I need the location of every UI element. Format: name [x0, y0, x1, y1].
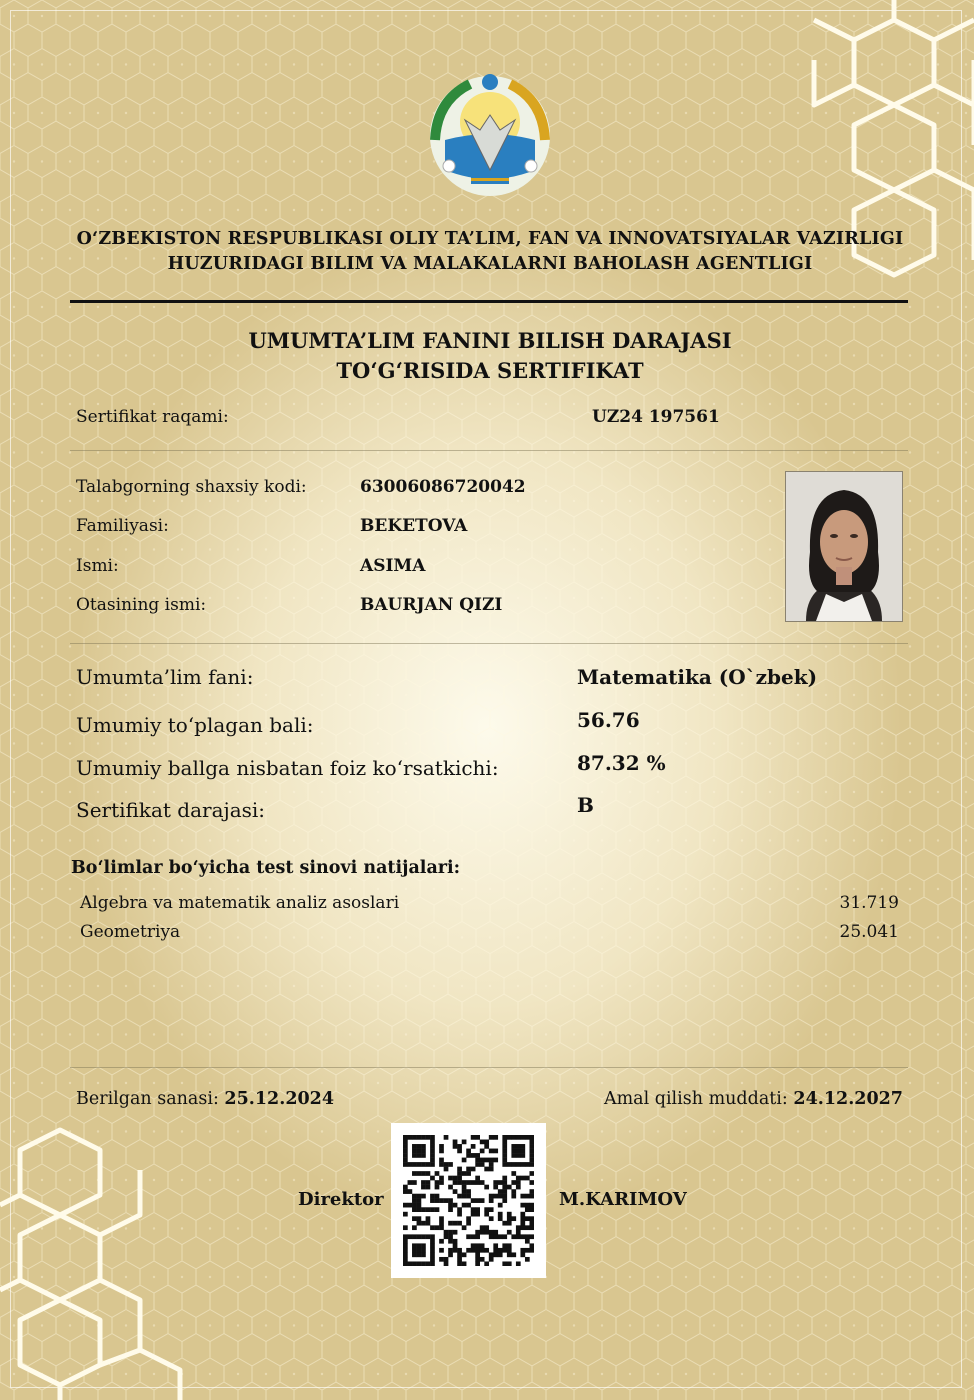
surname-label: Familiyasi: — [76, 516, 169, 536]
section-name-algebra: Algebra va matematik analiz asoslari — [80, 893, 400, 913]
valid-until-date — [604, 1089, 903, 1109]
agency-line-1: O‘ZBEKISTON RESPUBLIKASI OLIY TA’LIM, FAN VA INNOVATSIYALAR VAZIRLIGI — [76, 229, 904, 249]
sections-title: Bo‘limlar bo‘yicha test sinovi natijalari: — [71, 858, 461, 878]
score-value: 56.76 — [577, 708, 640, 732]
surname-value: BEKETOVA — [360, 516, 468, 536]
director-name: M.KARIMOV — [559, 1189, 687, 1210]
heading-divider — [70, 300, 908, 303]
state-emblem-icon — [425, 70, 555, 200]
grade-label: Sertifikat darajasi: — [76, 798, 266, 822]
percent-value: 87.32 % — [577, 751, 666, 775]
valid-until-label: Amal qilish muddati: — [603, 1089, 788, 1109]
subject-label: Umumta’lim fani: — [76, 665, 254, 689]
title-line-2: TO‘G‘RISIDA SERTIFIKAT — [336, 358, 644, 383]
title-line-1: UMUMTA’LIM FANINI BILISH DARAJASI — [248, 328, 732, 353]
agency-heading — [60, 227, 920, 277]
director-label: Direktor — [298, 1189, 384, 1210]
personal-code-label: Talabgorning shaxsiy kodi: — [76, 477, 307, 497]
section-name-geometry: Geometriya — [80, 922, 181, 942]
qr-code-icon — [403, 1135, 534, 1266]
agency-line-2: HUZURIDAGI BILIM VA MALAKALARNI BAHOLASH AGENTLIGI — [167, 254, 813, 274]
issued-date — [76, 1089, 334, 1109]
valid-until-value: 24.12.2027 — [793, 1089, 903, 1109]
issued-date-label: Berilgan sanasi: — [76, 1089, 219, 1109]
person-photo — [785, 471, 903, 622]
subject-value: Matematika (O`zbek) — [577, 665, 818, 689]
patronymic-value: BAURJAN QIZI — [360, 595, 503, 615]
qr-code[interactable] — [391, 1123, 546, 1278]
section-score-algebra: 31.719 — [839, 893, 899, 913]
person-silhouette-icon — [786, 472, 902, 621]
patronymic-label: Otasining ismi: — [76, 595, 207, 615]
certificate-number-value: UZ24 197561 — [592, 407, 720, 427]
section-score-geometry: 25.041 — [839, 922, 899, 942]
divider-2 — [70, 643, 908, 644]
divider-1 — [70, 450, 908, 451]
name-value: ASIMA — [360, 556, 426, 576]
corner-ornament-bottom-left — [0, 1110, 200, 1400]
certificate-number-label: Sertifikat raqami: — [76, 407, 229, 427]
certificate-title — [60, 326, 920, 386]
percent-label: Umumiy ballga nisbatan foiz ko‘rsatkichi: — [76, 756, 499, 780]
name-label: Ismi: — [76, 556, 119, 576]
personal-code-value: 63006086720042 — [360, 477, 526, 497]
divider-3 — [70, 1067, 908, 1068]
score-label: Umumiy to‘plagan bali: — [76, 713, 314, 737]
issued-date-value: 25.12.2024 — [224, 1089, 335, 1109]
grade-value: B — [577, 793, 594, 817]
